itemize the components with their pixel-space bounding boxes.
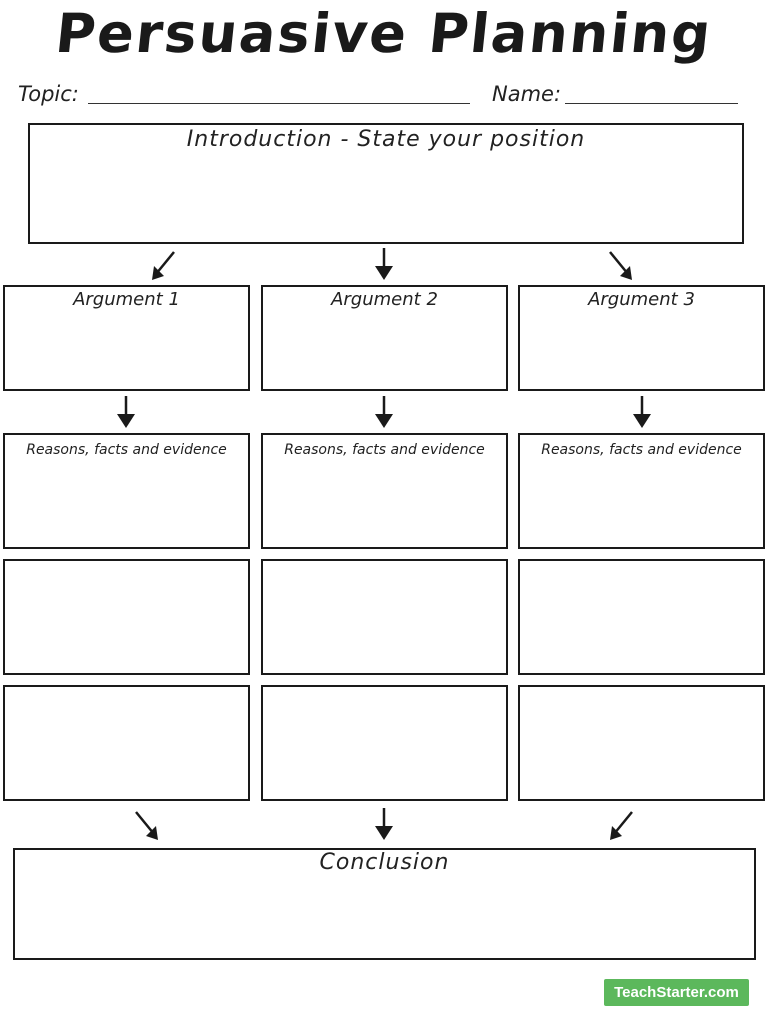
introduction-box[interactable]	[28, 123, 744, 244]
name-line[interactable]	[565, 103, 738, 104]
arrow-down-icon	[111, 394, 141, 430]
evidence-label: Reasons, facts and evidence	[284, 442, 485, 458]
evidence-box-3-2[interactable]	[518, 559, 765, 675]
argument-1-label: Argument 1	[73, 289, 180, 310]
arrow-down-icon	[369, 806, 399, 842]
arrow-down-left-icon	[606, 808, 636, 844]
evidence-box-2-1[interactable]	[261, 433, 508, 549]
arrow-down-icon	[627, 394, 657, 430]
argument-2-label: Argument 2	[331, 289, 438, 310]
conclusion-label: Conclusion	[319, 850, 450, 875]
arrow-down-icon	[369, 246, 399, 282]
arrow-down-left-icon	[148, 248, 178, 284]
evidence-box-1-1[interactable]	[3, 433, 250, 549]
topic-label: Topic:	[18, 82, 79, 106]
evidence-label: Reasons, facts and evidence	[541, 442, 742, 458]
arrow-down-right-icon	[606, 248, 636, 284]
evidence-box-3-1[interactable]	[518, 433, 765, 549]
evidence-label: Reasons, facts and evidence	[26, 442, 227, 458]
evidence-box-2-2[interactable]	[261, 559, 508, 675]
conclusion-box[interactable]	[13, 848, 756, 960]
argument-3-box[interactable]	[518, 285, 765, 391]
arrow-down-icon	[369, 394, 399, 430]
topic-line[interactable]	[88, 103, 470, 104]
argument-3-label: Argument 3	[588, 289, 695, 310]
name-label: Name:	[492, 82, 562, 106]
evidence-box-1-3[interactable]	[3, 685, 250, 801]
page-title: Persuasive Planning	[52, 2, 716, 65]
evidence-box-3-3[interactable]	[518, 685, 765, 801]
argument-1-box[interactable]	[3, 285, 250, 391]
argument-2-box[interactable]	[261, 285, 508, 391]
teachstarter-logo[interactable]: TeachStarter.com	[604, 979, 749, 1006]
evidence-box-1-2[interactable]	[3, 559, 250, 675]
evidence-box-2-3[interactable]	[261, 685, 508, 801]
introduction-label: Introduction - State your position	[186, 127, 586, 152]
arrow-down-right-icon	[132, 808, 162, 844]
